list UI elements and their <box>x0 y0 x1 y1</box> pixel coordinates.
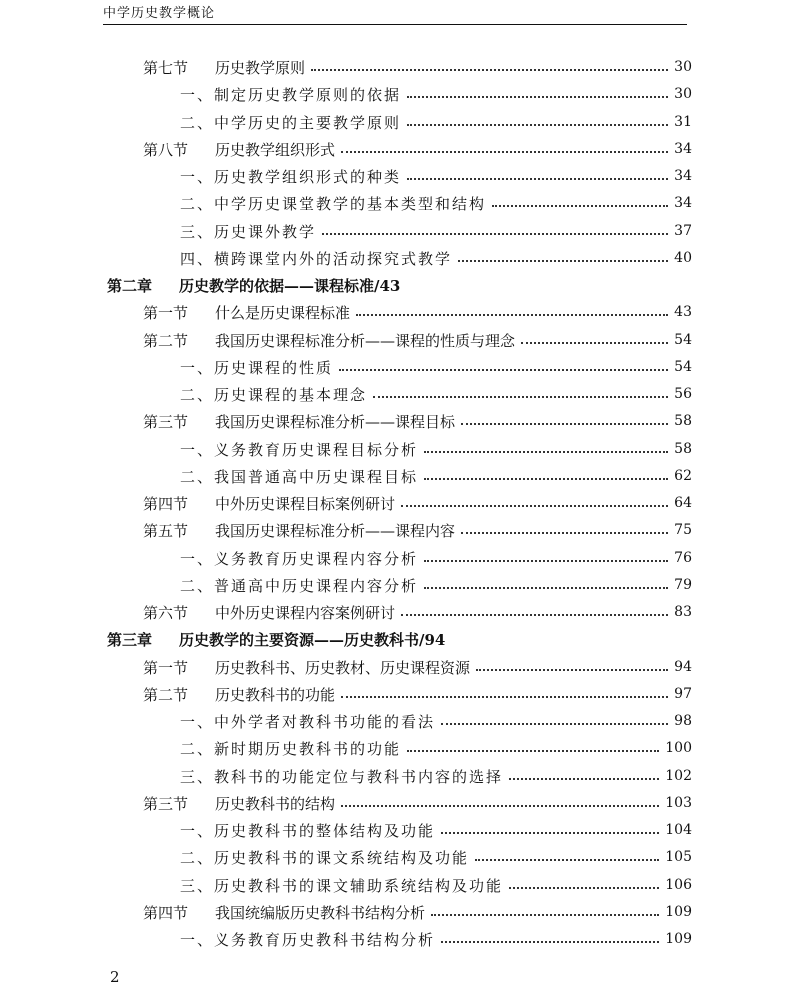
entry-label <box>143 657 470 678</box>
page-ref: 106 <box>665 877 692 893</box>
section-title: 历史教科书、历史教材、历史课程资源 <box>215 658 471 677</box>
entry-label <box>143 330 515 351</box>
subsection-title: 一、义务教育历史课程目标分析 <box>180 440 419 459</box>
dot-leader <box>458 259 668 262</box>
page-ref: 40 <box>674 250 692 266</box>
chapter-number: 第三章 <box>107 630 153 649</box>
section-number: 第三节 <box>143 794 189 813</box>
section-title: 历史教科书的结构 <box>215 794 336 813</box>
entry-label <box>143 57 305 78</box>
page-ref: 105 <box>665 849 692 865</box>
entry-label <box>143 793 335 814</box>
entry-label <box>180 166 401 187</box>
toc-subsection-entry[interactable] <box>180 353 692 381</box>
subsection-title: 四、横跨课堂内外的活动探究式教学 <box>180 249 453 268</box>
section-title: 我国统编版历史教科书结构分析 <box>215 903 426 922</box>
entry-label <box>180 193 486 214</box>
entry-label <box>180 738 401 759</box>
page-ref: 94 <box>674 659 692 675</box>
toc-section-entry[interactable] <box>143 898 692 926</box>
toc-subsection-entry[interactable] <box>180 80 692 108</box>
toc-subsection-entry[interactable] <box>180 871 692 899</box>
toc-subsection-entry[interactable] <box>180 816 692 844</box>
entry-label <box>180 439 418 460</box>
running-title: 中学历史教学概论 <box>103 6 216 21</box>
section-number: 第四节 <box>143 494 189 513</box>
page-number: 2 <box>110 968 120 986</box>
page-ref: 83 <box>674 604 692 620</box>
page-ref: 97 <box>674 686 692 702</box>
page-ref: 75 <box>674 522 692 538</box>
page-ref: 34 <box>674 168 692 184</box>
entry-label <box>180 84 401 105</box>
dot-leader <box>441 940 659 943</box>
dot-leader <box>509 886 659 889</box>
subsection-title: 三、历史教科书的课文辅助系统结构及功能 <box>180 876 504 895</box>
dot-leader <box>341 804 659 807</box>
dot-leader <box>341 150 668 153</box>
page-ref: 43 <box>674 304 692 320</box>
toc-subsection-entry[interactable] <box>180 435 692 463</box>
entry-label <box>180 384 367 405</box>
subsection-title: 一、义务教育历史教科书结构分析 <box>180 930 436 949</box>
page-ref: 98 <box>674 713 692 729</box>
toc-subsection-entry[interactable] <box>180 162 692 190</box>
chapter-number: 第二章 <box>107 276 153 295</box>
page-ref: 102 <box>665 768 692 784</box>
page-ref: 58 <box>674 413 692 429</box>
section-title: 什么是历史课程标准 <box>215 303 351 322</box>
entry-label <box>143 684 335 705</box>
dot-leader <box>407 749 659 752</box>
dot-leader <box>424 559 668 562</box>
subsection-title: 二、我国普通高中历史课程目标 <box>180 467 419 486</box>
entry-label <box>143 411 455 432</box>
page-ref: 30 <box>674 86 692 102</box>
subsection-title: 一、历史教科书的整体结构及功能 <box>180 821 436 840</box>
subsection-title: 三、历史课外教学 <box>180 222 317 241</box>
entry-label <box>143 493 395 514</box>
subsection-title: 二、历史课程的基本理念 <box>180 385 368 404</box>
page-ref: 37 <box>674 223 692 239</box>
entry-label <box>180 766 503 787</box>
entry-label <box>180 929 435 950</box>
dot-leader <box>461 531 668 534</box>
dot-leader <box>401 613 668 616</box>
toc-section-entry[interactable] <box>143 680 692 708</box>
dot-leader <box>339 368 668 371</box>
page-ref: 100 <box>665 740 692 756</box>
section-number: 第四节 <box>143 903 189 922</box>
entry-label <box>180 575 418 596</box>
section-number: 第五节 <box>143 521 189 540</box>
subsection-title: 二、中学历史的主要教学原则 <box>180 113 402 132</box>
dot-leader <box>441 722 668 725</box>
dot-leader <box>322 232 668 235</box>
entry-label <box>180 248 452 269</box>
page-ref: 34 <box>674 195 692 211</box>
dot-leader <box>407 95 668 98</box>
section-number: 第七节 <box>143 58 189 77</box>
entry-label <box>180 820 435 841</box>
section-number: 第三节 <box>143 412 189 431</box>
toc-subsection-entry[interactable] <box>180 217 692 245</box>
toc-section-entry[interactable] <box>143 789 692 817</box>
dot-leader <box>509 777 659 780</box>
page-ref: 64 <box>674 495 692 511</box>
toc-section-entry[interactable] <box>143 298 692 326</box>
toc-subsection-entry[interactable] <box>180 734 692 762</box>
dot-leader <box>476 668 668 671</box>
chapter-title: 历史教学的主要资源——历史教科书/94 <box>179 630 446 649</box>
page-ref: 109 <box>665 904 692 920</box>
subsection-title: 二、新时期历史教科书的功能 <box>180 739 402 758</box>
toc-section-entry[interactable] <box>143 598 692 626</box>
toc-subsection-entry[interactable] <box>180 571 692 599</box>
entry-label <box>143 302 350 323</box>
toc-subsection-entry[interactable] <box>180 380 692 408</box>
toc-section-entry[interactable] <box>143 489 692 517</box>
toc-subsection-entry[interactable] <box>180 925 692 953</box>
toc-section-entry[interactable] <box>143 516 692 544</box>
section-number: 第八节 <box>143 140 189 159</box>
dot-leader <box>521 341 668 344</box>
page-ref: 30 <box>674 59 692 75</box>
section-number: 第一节 <box>143 303 189 322</box>
toc-subsection-entry[interactable] <box>180 707 692 735</box>
section-number: 第二节 <box>143 331 189 350</box>
page-ref: 62 <box>674 468 692 484</box>
section-title: 我国历史课程标准分析——课程内容 <box>215 521 456 540</box>
page-ref: 56 <box>674 386 692 402</box>
subsection-title: 一、历史课程的性质 <box>180 358 334 377</box>
entry-label <box>180 847 469 868</box>
subsection-title: 二、中学历史课堂教学的基本类型和结构 <box>180 194 487 213</box>
entry-label <box>180 112 401 133</box>
toc-section-entry[interactable] <box>143 53 692 81</box>
subsection-title: 三、教科书的功能定位与教科书内容的选择 <box>180 767 504 786</box>
dot-leader <box>431 913 659 916</box>
section-title: 我国历史课程标准分析——课程目标 <box>215 412 456 431</box>
dot-leader <box>424 477 668 480</box>
dot-leader <box>424 450 668 453</box>
entry-label <box>180 548 418 569</box>
subsection-title: 一、制定历史教学原则的依据 <box>180 85 402 104</box>
entry-label <box>180 711 435 732</box>
page-ref: 76 <box>674 550 692 566</box>
dot-leader <box>341 695 668 698</box>
dot-leader <box>441 831 659 834</box>
toc-subsection-entry[interactable] <box>180 843 692 871</box>
page-ref: 54 <box>674 332 692 348</box>
toc-subsection-entry[interactable] <box>180 189 692 217</box>
subsection-title: 一、中外学者对教科书功能的看法 <box>180 712 436 731</box>
entry-label <box>143 520 455 541</box>
entry-label <box>180 466 418 487</box>
section-number: 第一节 <box>143 658 189 677</box>
section-title: 历史教科书的功能 <box>215 685 336 704</box>
section-number: 第二节 <box>143 685 189 704</box>
dot-leader <box>407 123 668 126</box>
dot-leader <box>492 204 668 207</box>
entry-label <box>180 875 503 896</box>
toc-subsection-entry[interactable] <box>180 462 692 490</box>
entry-label <box>143 139 335 160</box>
toc-chapter-heading <box>107 625 445 653</box>
toc-subsection-entry[interactable] <box>180 544 692 572</box>
dot-leader <box>311 68 668 71</box>
entry-label <box>180 221 316 242</box>
section-title: 我国历史课程标准分析——课程的性质与理念 <box>215 331 516 350</box>
toc-section-entry[interactable] <box>143 326 692 354</box>
toc-subsection-entry[interactable] <box>180 244 692 272</box>
page-ref: 58 <box>674 441 692 457</box>
page-ref: 109 <box>665 931 692 947</box>
dot-leader <box>356 313 668 316</box>
chapter-title: 历史教学的依据——课程标准/43 <box>179 276 401 295</box>
page-ref: 54 <box>674 359 692 375</box>
header-rule <box>103 24 687 25</box>
entry-label <box>180 357 333 378</box>
section-title: 历史教学组织形式 <box>215 140 336 159</box>
entry-label <box>143 602 395 623</box>
subsection-title: 一、义务教育历史课程内容分析 <box>180 549 419 568</box>
page-ref: 79 <box>674 577 692 593</box>
toc-subsection-entry[interactable] <box>180 762 692 790</box>
entry-label <box>143 902 425 923</box>
dot-leader <box>424 586 668 589</box>
subsection-title: 一、历史教学组织形式的种类 <box>180 167 402 186</box>
page-ref: 31 <box>674 114 692 130</box>
section-title: 中外历史课程内容案例研讨 <box>215 603 396 622</box>
section-title: 中外历史课程目标案例研讨 <box>215 494 396 513</box>
toc-section-entry[interactable] <box>143 407 692 435</box>
subsection-title: 二、普通高中历史课程内容分析 <box>180 576 419 595</box>
dot-leader <box>401 504 668 507</box>
toc-subsection-entry[interactable] <box>180 108 692 136</box>
dot-leader <box>373 395 668 398</box>
section-title: 历史教学原则 <box>215 58 306 77</box>
dot-leader <box>407 177 668 180</box>
subsection-title: 二、历史教科书的课文系统结构及功能 <box>180 848 470 867</box>
page-ref: 34 <box>674 141 692 157</box>
toc-chapter-heading <box>107 271 400 299</box>
dot-leader <box>475 858 659 861</box>
section-number: 第六节 <box>143 603 189 622</box>
page-ref: 104 <box>665 822 692 838</box>
toc-section-entry[interactable] <box>143 653 692 681</box>
toc-section-entry[interactable] <box>143 135 692 163</box>
page-ref: 103 <box>665 795 692 811</box>
dot-leader <box>461 422 668 425</box>
